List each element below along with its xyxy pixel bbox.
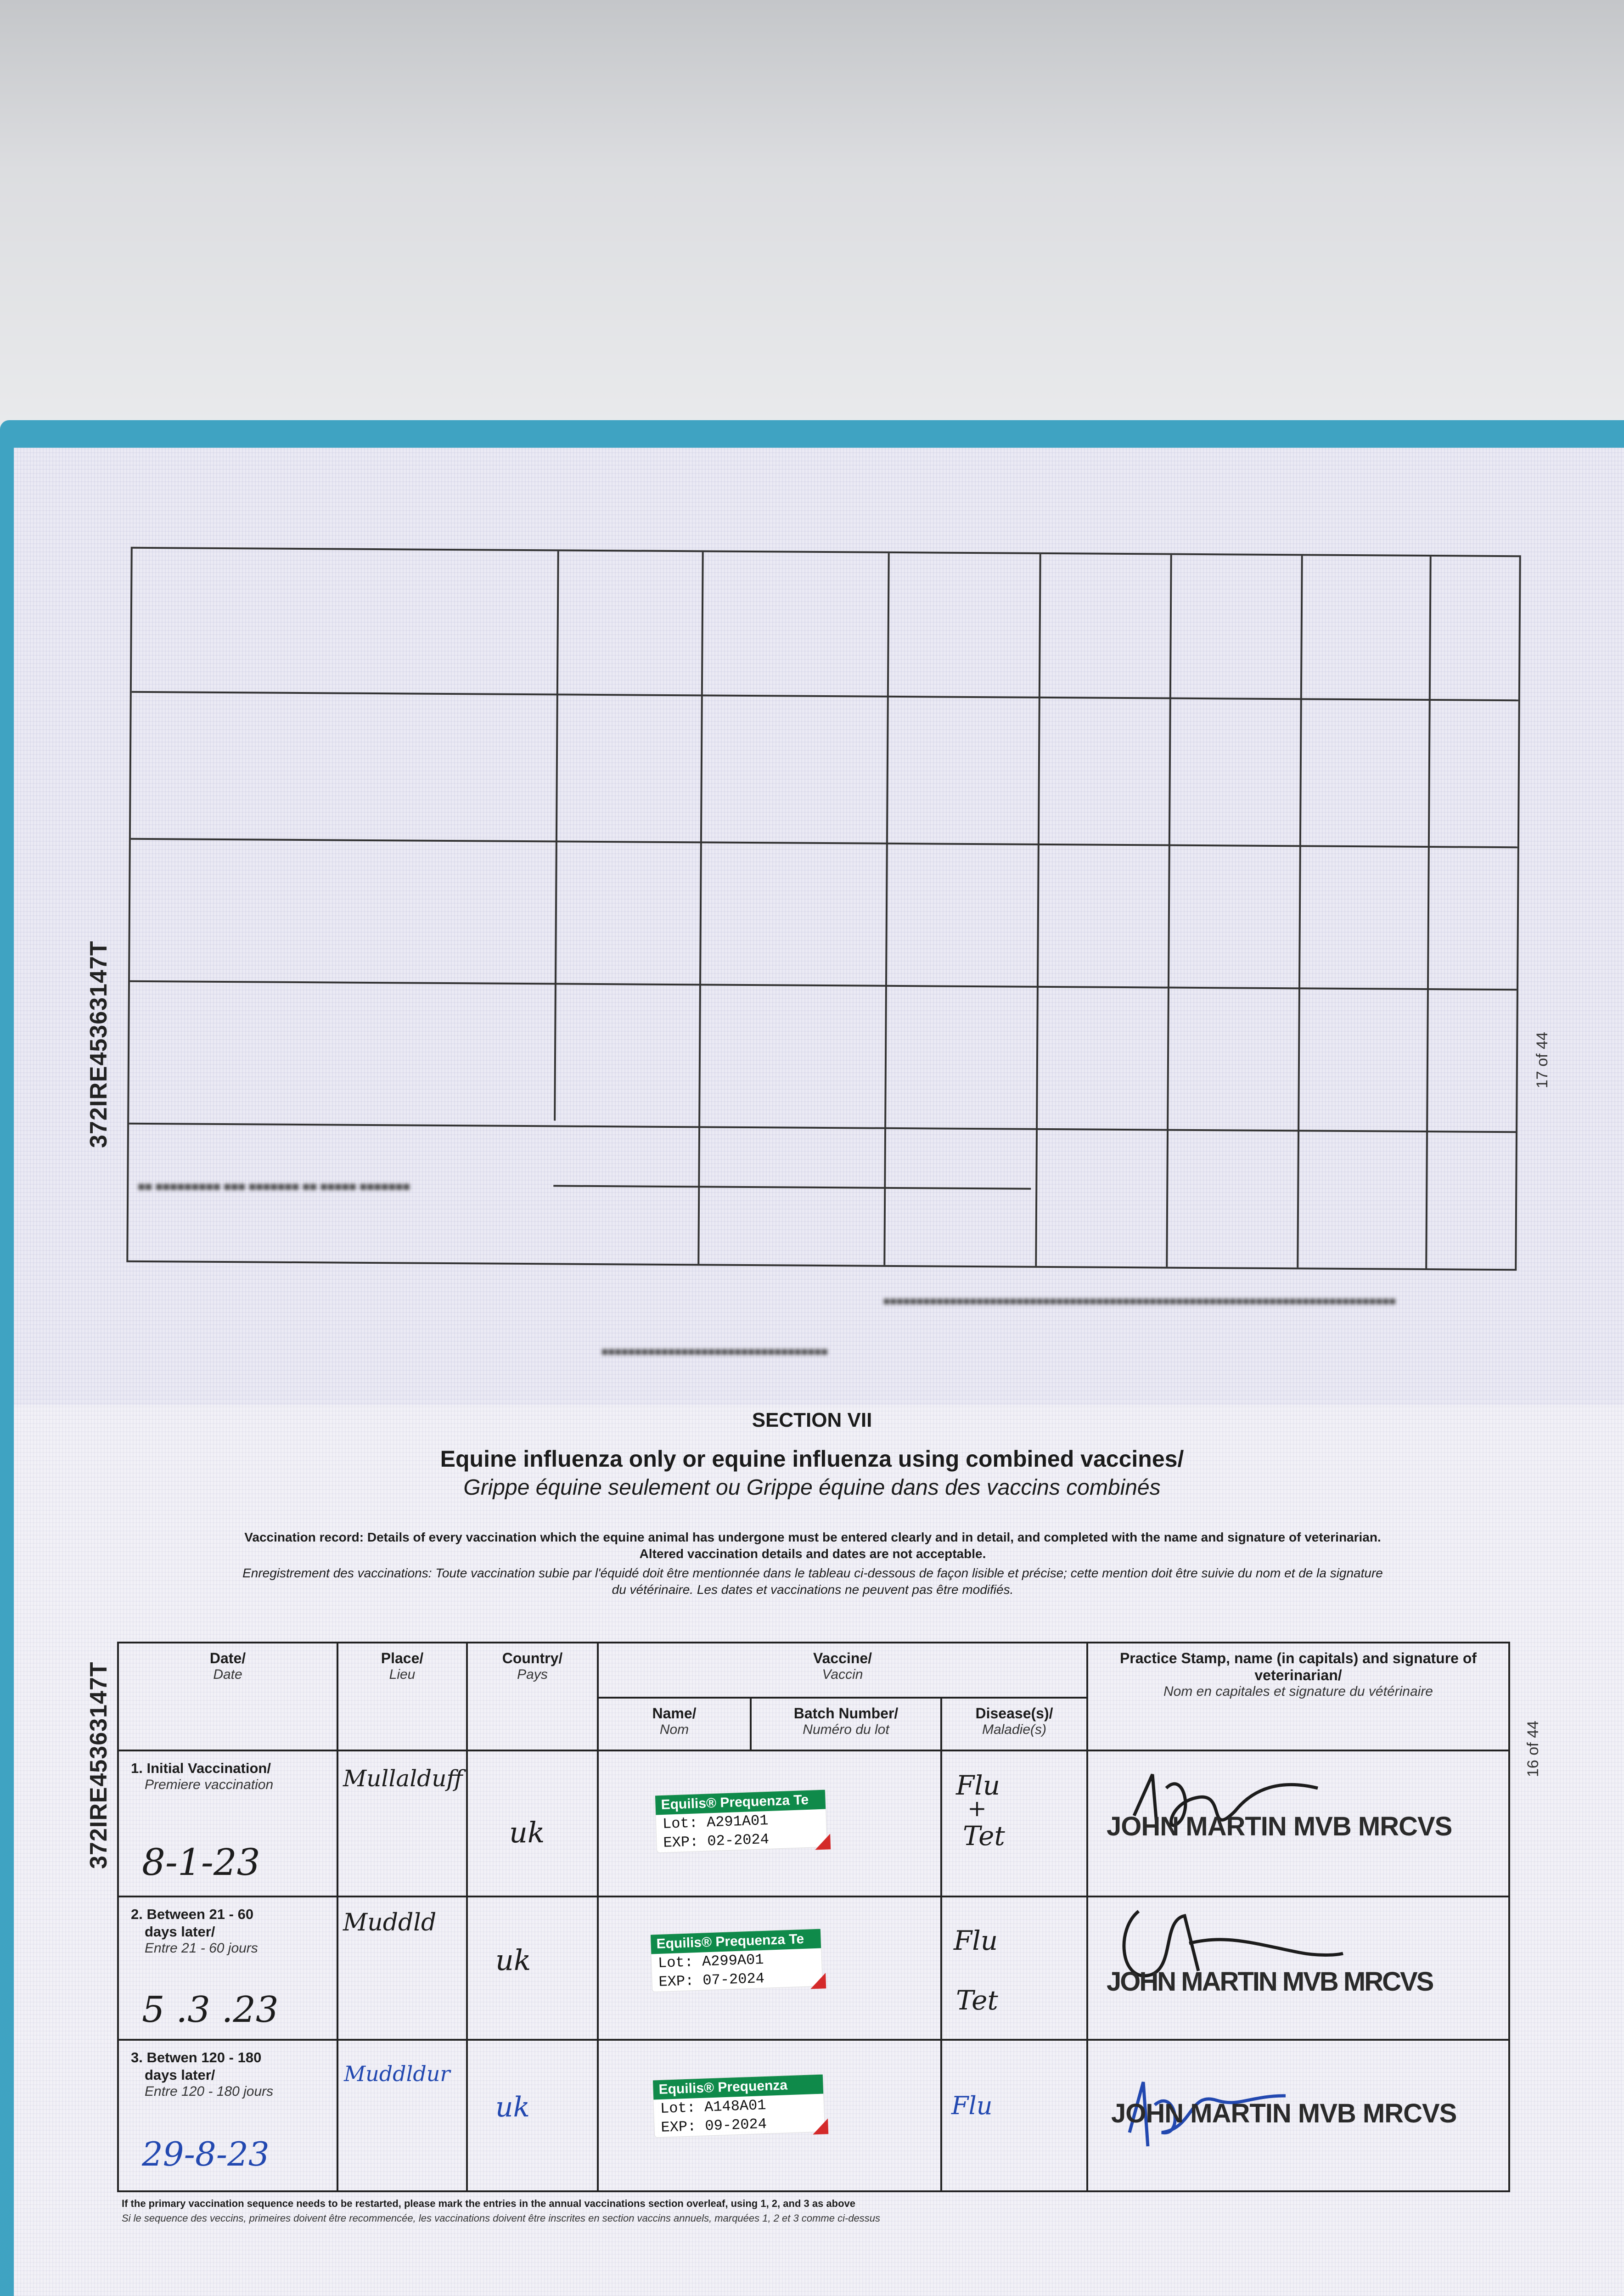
date-handwritten: 8-1-23 (142, 1841, 260, 1884)
header-date: Date/ Date (118, 1643, 337, 1750)
stamp-cell (1087, 1896, 1509, 2040)
stamp-cell (1087, 2040, 1509, 2191)
date-handwritten: 5 .3 .23 (142, 1989, 279, 2031)
record-note-fr: Enregistrement des vaccinations: Toute vaccination subie par l'équidé doit être mentionnée dans le tableau ci-dessous de façon lisible et précise; cette mention doit être suivie du nom et de la signature du vétérinaire. Les dates et vaccinations ne peuvent pas être modifiés. (242, 1566, 1383, 1597)
page-number-top: 17 of 44 (1534, 1032, 1551, 1088)
vaccination-row-1 (118, 1750, 1509, 1896)
header-vaccine: Vaccine/ Vaccin (598, 1643, 1087, 1698)
country-handwritten: uk (495, 2091, 530, 2123)
passport-id-bottom: 372IRE45363147T (85, 1661, 112, 1869)
header-practice-stamp: Practice Stamp, name (in capitals) and signature of veterinarian/ Nom en capitales et signature du vétérinaire (1087, 1643, 1509, 1750)
header-vaccine-name: Name/ Nom (598, 1698, 751, 1750)
footer-note-en: If the primary vaccination sequence needs to be restarted, please mark the entries in the annual vaccinations section overleaf, using 1, 2, and 3 as above (122, 2198, 856, 2209)
vaccine-label-cell (598, 1896, 941, 2040)
country-cell (467, 2040, 598, 2191)
passport-id-top: 372IRE45363147T (85, 940, 112, 1148)
vaccine-label-cell (598, 2040, 941, 2191)
header-batch-number: Batch Number/ Numéro du lot (751, 1698, 941, 1750)
place-handwritten: Muddldur (344, 2061, 450, 2086)
show-through-text: ■■■■■■■ ■■■■■ ■■ ■■■■■■■ ■■■ ■■■■■■■■■ ■■ (138, 1181, 410, 1194)
section-title-fr: Grippe équine seulement ou Grippe équine dans des vaccins combinés (463, 1475, 1161, 1500)
row-label-cell: 3. Betwen 120 - 180 days later/ Entre 120 - 180 jours 29-8-23 (118, 2040, 337, 2191)
vaccine-label-cell (598, 1750, 941, 1896)
row-label-cell: 2. Between 21 - 60 days later/ Entre 21 - 60 jours 5 .3 .23 (118, 1896, 337, 2040)
disease-cell: Flu (941, 2040, 1087, 2191)
show-through-footnote: ■■■■■■■■■■■■■■■■■■■■■■■■■■■■■■■■■■■■■■■■■■■■■■■■■■■■■■■■■■■■■■■■■■■■■■■■■■■■■ (883, 1295, 1396, 1308)
section-number: SECTION VII (752, 1409, 872, 1431)
header-place: Place/ Lieu (337, 1643, 467, 1750)
vaccine-sticker: Equilis® Prequenza Te Lot: A291A01 EXP: 02-2024 (655, 1790, 827, 1853)
country-handwritten: uk (495, 1943, 531, 1977)
vaccination-row-2 (118, 1896, 1509, 2040)
show-through-section: ■■■■■■■■■■■■■■■■■■■■■■■■■■■■■■■■■■ (601, 1346, 828, 1358)
page-number-bottom: 16 of 44 (1524, 1721, 1542, 1777)
disease-cell: Flu Tet (941, 1896, 1087, 2040)
place-handwritten: Muddld (343, 1909, 437, 1936)
stamp-cell (1087, 1750, 1509, 1896)
place-cell (337, 1750, 467, 1896)
disease-cell: Flu + Tet (941, 1750, 1087, 1896)
vaccine-sticker: Equilis® Prequenza Lot: A148A01 EXP: 09-2024 (653, 2075, 825, 2138)
vaccination-table (117, 1642, 1510, 2192)
date-handwritten: 29-8-23 (142, 2135, 270, 2173)
place-handwritten: Mullalduff (343, 1765, 463, 1792)
place-cell (337, 2040, 467, 2191)
country-cell (467, 1750, 598, 1896)
show-through-table-grid (126, 547, 1521, 1271)
section-title-en: Equine influenza only or equine influenza using combined vaccines/ (440, 1446, 1184, 1472)
vaccination-row-3 (118, 2040, 1509, 2191)
footer-note-fr: Si le sequence des veccins, primeires doivent être recommencée, les vaccinations doivent être inscrites en section vaccins annuels, marquées 1, 2 et 3 comme ci-dessus (122, 2212, 881, 2224)
scanner-background (0, 0, 1624, 427)
practice-stamp: JOHN MARTIN MVB MRCVS (1107, 1812, 1452, 1841)
header-country: Country/ Pays (467, 1643, 598, 1750)
record-note-en: Vaccination record: Details of every vaccination which the equine animal has undergone must be entered clearly and in detail, and completed with the name and signature of veterinarian. Altered vaccination details and dates are not acceptable. (244, 1530, 1381, 1561)
practice-stamp: JOHN MARTIN MVB MRCVS (1107, 1967, 1433, 1997)
place-cell (337, 1896, 467, 2040)
vaccine-sticker: Equilis® Prequenza Te Lot: A299A01 EXP: 07-2024 (651, 1929, 822, 1992)
country-handwritten: uk (509, 1816, 545, 1849)
row-label-cell: 1. Initial Vaccination/ Premiere vaccination 8-1-23 (118, 1750, 337, 1896)
practice-stamp: JOHN MARTIN MVB MRCVS (1111, 2099, 1457, 2128)
header-diseases: Disease(s)/ Maladie(s) (941, 1698, 1087, 1750)
country-cell (467, 1896, 598, 2040)
